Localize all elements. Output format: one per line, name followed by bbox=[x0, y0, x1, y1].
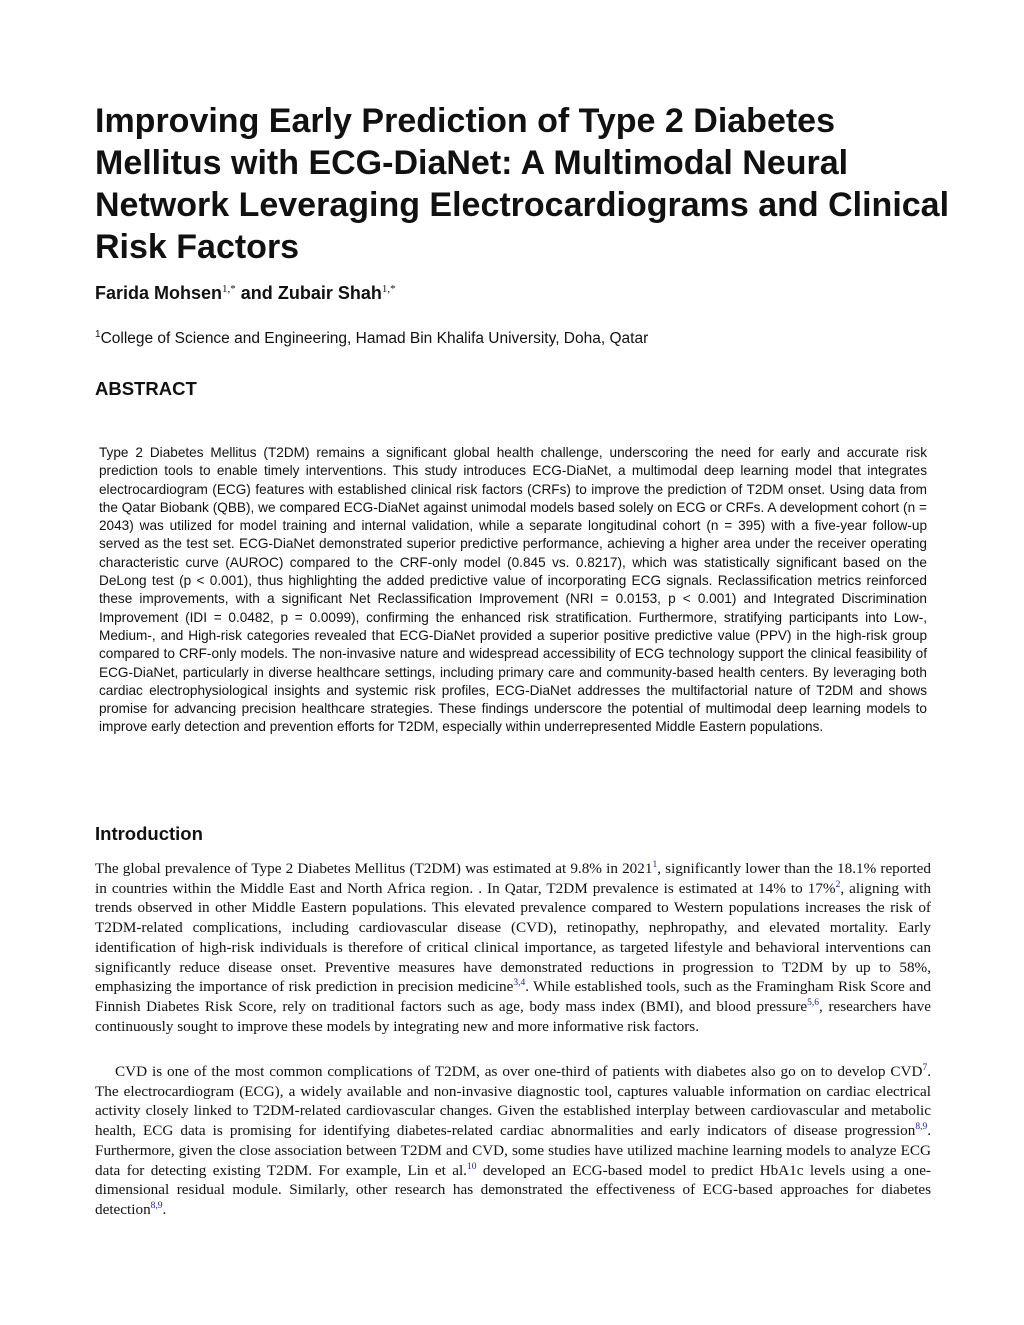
affiliation-mark: 1 bbox=[95, 329, 101, 340]
author-affiliation-mark: 1,* bbox=[381, 283, 396, 295]
text-run: . Furthermore, given the close association between T2DM and CVD, some studies have utilized machine learning models to analyze ECG data for detecting existing T2DM. For example, Lin et al. bbox=[95, 1122, 931, 1179]
author-affiliation-mark: 1,* bbox=[222, 283, 236, 295]
abstract-heading: ABSTRACT bbox=[95, 378, 197, 399]
citation-link[interactable]: 8,9 bbox=[915, 1122, 928, 1133]
text-run: The global prevalence of Type 2 Diabetes Mellitus (T2DM) was estimated at 9.8% in 2021 bbox=[95, 860, 653, 877]
affiliation-text: College of Science and Engineering, Hamad Bin Khalifa University, Doha, Qatar bbox=[100, 330, 649, 348]
text-run: . While established tools, such as the Framingham Risk Score and Finnish Diabetes Risk Score, rely on traditional factors such as age, body mass index (BMI), and blood pressure bbox=[95, 978, 932, 1015]
introduction-paragraph-2 bbox=[95, 1062, 931, 1220]
introduction-paragraph-1 bbox=[95, 859, 931, 1036]
citation-link[interactable]: 1 bbox=[652, 859, 658, 870]
paper-title: Improving Early Prediction of Type 2 Diabetes Mellitus with ECG-DiaNet: A Multimodal Neural Network Leveraging Electrocardiograms and Clinical Risk Factors bbox=[95, 102, 950, 266]
citation-link[interactable]: 10 bbox=[466, 1161, 477, 1172]
introduction-heading: Introduction bbox=[95, 823, 203, 844]
text-run: . bbox=[162, 1200, 167, 1218]
text-run: developed an ECG-based model to predict HbA1c levels using a one-dimensional residual module. Similarly, other research has demonstrated the effectiveness of ECG-based approaches for diabetes detection bbox=[95, 1161, 931, 1218]
text-run: , aligning with trends observed in other Middle Eastern populations. This elevated prevalence compared to Western populations increases the risk of T2DM-related complications, including cardiovascular disease (CVD), retinopathy, nephropathy, and elevated mortality. Early identification of high-risk individuals is therefore of critical clinical importance, as targeted lifestyle and behavioral interventions can significantly reduce disease onset. Preventive measures have demonstrated reductions in progression to T2DM by up to 58%, emphasizing the importance of risk prediction in precision medicine bbox=[95, 879, 931, 996]
text-run: , significantly lower than the 18.1% reported in countries within the Middle East and North Africa region. . In Qatar, T2DM prevalence is estimated at 14% to 17% bbox=[95, 860, 931, 897]
abstract-text: Type 2 Diabetes Mellitus (T2DM) remains a significant global health challenge, underscoring the need for early and accurate risk prediction tools to enable timely interventions. This study introduces ECG-DiaNet, a multimodal deep learning model that integrates electrocardiogram (ECG) features with established clinical risk factors (CRFs) to improve the prediction of T2DM onset. Using data from the Qatar Biobank (QBB), we compared ECG-DiaNet against unimodal models based solely on ECG or CRFs. A development cohort (n = 2043) was utilized for model training and internal validation, while a separate longitudinal cohort (n = 395) with a five-year follow-up served as the test set. ECG-DiaNet demonstrated superior predictive performance, achieving a higher area under the receiver operating characteristic curve (AUROC) compared to the CRF-only model (0.845 vs. 0.8217), which was statistically significant based on the DeLong test (p < 0.001), thus highlighting the added predictive value of incorporating ECG signals. Reclassification metrics reinforced these improvements, with a significant Net Reclassification Improvement (NRI = 0.0153, p < 0.001) and Integrated Discrimination Improvement (IDI = 0.0482, p = 0.0099), confirming the enhanced risk stratification. Furthermore, stratifying participants into Low-, Medium-, and High-risk categories revealed that ECG-DiaNet provided a superior positive predictive value (PPV) in the high-risk group compared to CRF-only models. The non-invasive nature and widespread accessibility of ECG technology support the clinical feasibility of ECG-DiaNet, particularly in diverse healthcare settings, including primary care and community-based health centers. By leveraging both cardiac electrophysiological insights and systemic risk profiles, ECG-DiaNet addresses the multifactorial nature of T2DM and shows promise for advancing precision healthcare strategies. These findings underscore the potential of multimodal deep learning models to improve early detection and prevention efforts for T2DM, especially within underrepresented Middle Eastern populations. bbox=[99, 445, 927, 735]
text-run: , researchers have continuously sought to improve these models by integrating new and more informative risk factors. bbox=[95, 997, 931, 1035]
author-name: Zubair Shah bbox=[277, 283, 382, 303]
affiliation bbox=[95, 324, 648, 350]
author-list bbox=[95, 276, 396, 306]
author-connector: and bbox=[240, 283, 273, 303]
author-name: Farida Mohsen bbox=[95, 283, 223, 303]
citation-link[interactable]: 8,9 bbox=[150, 1200, 163, 1211]
citation-link[interactable]: 7 bbox=[922, 1062, 928, 1073]
text-run: CVD is one of the most common complications of T2DM, as over one-third of patients with diabetes also go on to develop CVD bbox=[115, 1063, 923, 1080]
text-run: . The electrocardiogram (ECG), a widely available and non-invasive diagnostic tool, captures valuable information on cardiac electrical activity closely linked to T2DM-related cardiovascular changes. Given the established interplay between cardiovascular and metabolic health, ECG data is promising for identifying diabetes-related cardiac abnormalities and early indicators of disease progression bbox=[95, 1063, 931, 1140]
citation-link[interactable]: 2 bbox=[835, 879, 841, 890]
citation-link[interactable]: 5,6 bbox=[807, 997, 820, 1008]
citation-link[interactable]: 3,4 bbox=[513, 978, 526, 989]
